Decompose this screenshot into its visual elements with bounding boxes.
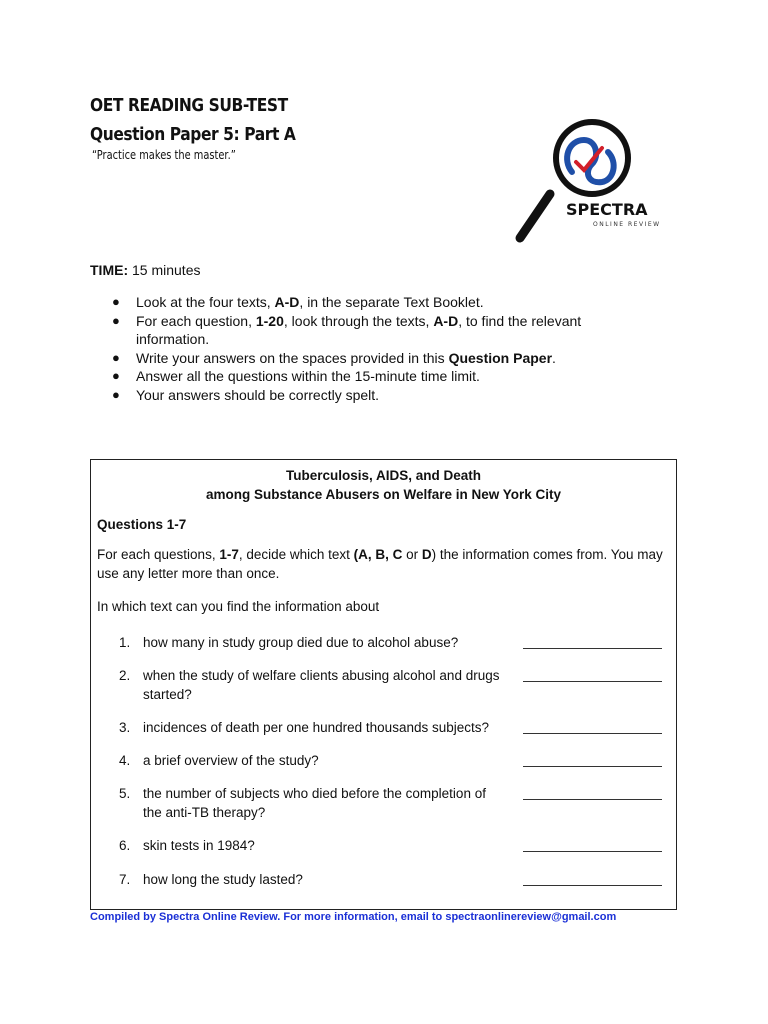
time-value: 15 minutes	[132, 262, 201, 278]
question-box: Tuberculosis, AIDS, and Death among Substance Abusers on Welfare in New York City Questions 1-7 For each questions, 1-7, decide which text (A, B, C or D) the information comes from. You may use any letter more than once. In which text can you find the information about 1. how many in study group died due to alcohol abuse? 2. when the study of welfare clients abusing alcohol and drugs started? 3. incidences of death per one hundred thousands subjects? 4. a brief overview of the study? 5. the number of subjects who died before the completion of the anti-TB therapy? 6. skin tests in 1984? 7. how long the study lasted?	[90, 459, 677, 910]
answer-blank[interactable]	[523, 851, 662, 852]
box-title-line-2: among Substance Abusers on Welfare in New York City	[205, 487, 562, 502]
answer-blank[interactable]	[523, 766, 662, 767]
motto: “Practice makes the master.”	[92, 148, 236, 162]
questions-intro: In which text can you find the information about	[97, 599, 380, 614]
questions-description: For each questions, 1-7, decide which text (A, B, C or D) the information comes from. You may use any letter more than once.	[97, 547, 663, 581]
instruction-item: ● For each question, 1-20, look through the texts, A-D, to find the relevant information.	[112, 312, 582, 347]
bullet-icon: ●	[112, 312, 120, 328]
time-label: TIME:	[90, 262, 129, 278]
spectra-logo	[510, 112, 660, 252]
box-title-line-1: Tuberculosis, AIDS, and Death	[285, 468, 482, 483]
answer-blank[interactable]	[523, 799, 662, 800]
bullet-icon: ●	[112, 294, 120, 309]
footer-note: Compiled by Spectra Online Review. For more information, email to spectraonlinereview@gmail.com	[90, 911, 617, 923]
logo-tagline: ONLINE REVIEW	[593, 221, 660, 228]
bullet-icon: ●	[112, 386, 120, 402]
instruction-item: ● Write your answers on the spaces provided in this Question Paper.	[112, 349, 556, 366]
instruction-item: ● Look at the four texts, A-D, in the separate Text Booklet.	[112, 294, 484, 310]
answer-blank[interactable]	[523, 885, 662, 886]
instruction-item: ● Answer all the questions within the 15-minute time limit.	[112, 368, 480, 384]
bullet-icon: ●	[112, 368, 120, 383]
answer-blank[interactable]	[523, 681, 662, 682]
questions-heading: Questions 1-7	[97, 517, 187, 532]
time-limit	[90, 262, 200, 278]
magnifying-glass-icon	[510, 112, 660, 252]
answer-blank[interactable]	[523, 733, 662, 734]
answer-blank[interactable]	[523, 648, 662, 649]
instruction-item: ● Your answers should be correctly spelt.	[112, 386, 380, 403]
logo-name: SPECTRA	[566, 200, 648, 219]
bullet-icon: ●	[112, 349, 120, 365]
title-line-2: Question Paper 5: Part A	[90, 124, 296, 145]
instructions-list	[112, 293, 632, 404]
title-line-1: OET READING SUB-TEST	[90, 95, 288, 116]
